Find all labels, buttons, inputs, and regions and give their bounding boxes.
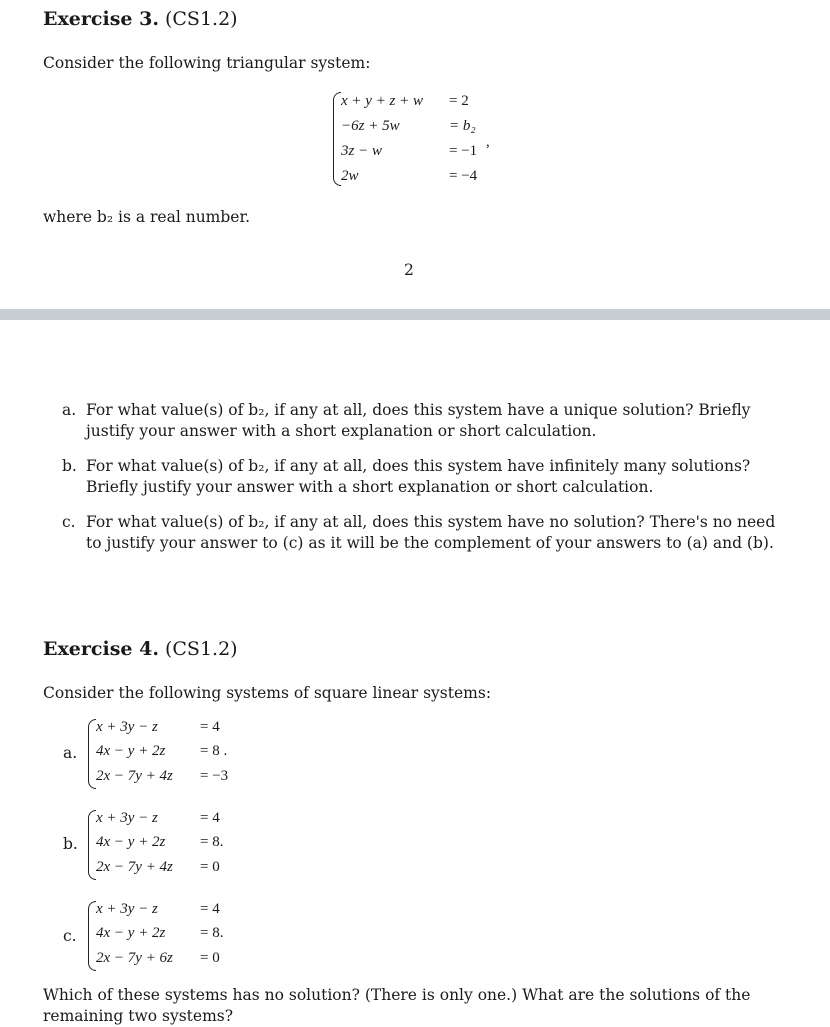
system-row-4-rhs: = −4 [449, 168, 478, 184]
question-c-label: c. [62, 513, 76, 531]
system-b-row-1-rhs: = 4 [200, 810, 220, 826]
exercise-3-intro: Consider the following triangular system: [43, 54, 371, 72]
exercise-4-closing: Which of these systems has no solution? (There is only one.) What are the solutions of the remaining two systems? [43, 986, 751, 1025]
system-a [88, 717, 248, 793]
system-a-row-2-rhs: = 8 . [200, 743, 228, 759]
system-b-row-2-rhs: = 8. [200, 834, 224, 850]
exercise-3-title: Exercise 3. [43, 8, 159, 30]
system-row-1-lhs: x + y + z + w [341, 93, 424, 109]
system-row-3-rhs: = −1 [449, 143, 478, 159]
system-c [88, 899, 248, 975]
question-a-text: For what value(s) of b₂, if any at all, does this system have a unique solution? Briefly justify your answer with a short explanation or short calculation. [86, 401, 751, 440]
system-row-2-lhs: −6z + 5w [341, 118, 400, 134]
exercise-3-heading [43, 8, 238, 30]
exercise-4-code: (CS1.2) [164, 638, 238, 660]
system-c-row-3-rhs: = 0 [200, 950, 220, 966]
system-b-row-1-lhs: x + 3y − z [96, 810, 158, 826]
triangular-system [333, 90, 503, 190]
system-c-row-1-rhs: = 4 [200, 901, 220, 917]
system-b [88, 808, 248, 884]
system-b-row-2-lhs: 4x − y + 2z [96, 834, 166, 850]
system-row-2-rhs: = b₂ [449, 118, 476, 134]
exercise-4-title: Exercise 4. [43, 638, 159, 660]
system-a-brace [88, 719, 96, 789]
system-c-row-2-rhs: = 8. [200, 925, 224, 941]
system-c-label: c. [63, 927, 77, 945]
system-row-1-rhs: = 2 [449, 93, 469, 109]
system-b-row-3-lhs: 2x − 7y + 4z [96, 859, 173, 875]
system-a-label: a. [63, 744, 78, 762]
page-number: 2 [404, 261, 414, 279]
system-brace [333, 92, 341, 186]
system-c-brace [88, 901, 96, 971]
system-a-row-3-lhs: 2x − 7y + 4z [96, 768, 173, 784]
system-a-row-1-lhs: x + 3y − z [96, 719, 158, 735]
system-row-3-lhs: 3z − w [341, 143, 382, 159]
exercise-4-heading [43, 638, 238, 660]
question-c-text: For what value(s) of b₂, if any at all, does this system have no solution? There's no need to justify your answer to (c) as it will be the complement of your answers to (a) and (b). [86, 513, 776, 552]
system-a-row-3-rhs: = −3 [200, 768, 229, 784]
system-a-row-2-lhs: 4x − y + 2z [96, 743, 166, 759]
system-c-row-1-lhs: x + 3y − z [96, 901, 158, 917]
question-b-text: For what value(s) of b₂, if any at all, does this system have infinitely many solutions? Briefly justify your answer with a short explanation or short calculation. [86, 457, 751, 496]
system-row-4-lhs: 2w [341, 168, 359, 184]
system-c-row-3-lhs: 2x − 7y + 6z [96, 950, 173, 966]
system-b-label: b. [63, 835, 78, 853]
question-b-label: b. [62, 457, 77, 475]
system-b-brace [88, 810, 96, 880]
question-a-label: a. [62, 401, 77, 419]
system-c-row-2-lhs: 4x − y + 2z [96, 925, 166, 941]
page-divider [0, 309, 830, 320]
exercise-3-where: where b₂ is a real number. [43, 208, 251, 226]
exercise-4-intro: Consider the following systems of square linear systems: [43, 684, 492, 702]
exercise-3-code: (CS1.2) [164, 8, 238, 30]
system-a-row-1-rhs: = 4 [200, 719, 220, 735]
system-b-row-3-rhs: = 0 [200, 859, 220, 875]
system-trailing-comma: , [486, 134, 490, 150]
